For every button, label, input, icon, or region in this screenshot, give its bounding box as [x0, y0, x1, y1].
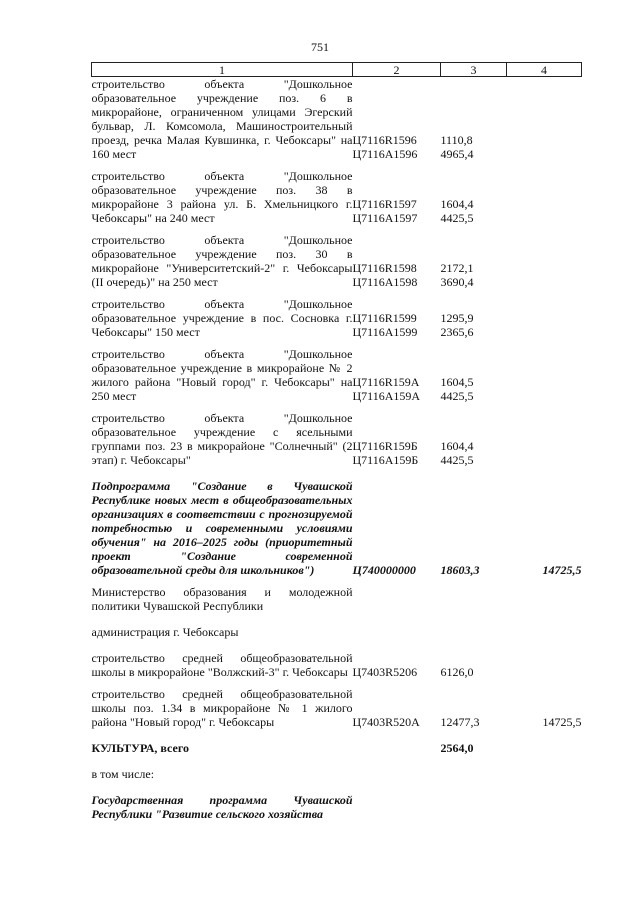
row-value-3: 6126,0	[440, 665, 474, 679]
value-a: 4425,5	[440, 453, 474, 467]
row-description: строительство объекта "Дошкольное образовательное учреждение в микрорайоне № 2 жилого района "Новый город" г. Чебоксары" на 250 мест	[91, 347, 353, 403]
table-row	[92, 233, 582, 289]
value-r: 1110,8	[440, 133, 473, 147]
row-code: Ц7403R5206	[352, 665, 418, 679]
row-codes	[353, 347, 441, 403]
header-col-1: 1	[92, 63, 353, 77]
table-row	[92, 77, 582, 162]
code-r: Ц7116R1597	[352, 197, 417, 211]
table-row	[92, 687, 582, 729]
value-a: 3690,4	[440, 275, 474, 289]
subprogram-title: Подпрограмма "Создание в Чувашской Республике новых мест в общеобразовательных организациях в соответствии с прогнозируемой потребностью и современными условиями обучения" на 2016–2025 годы (приоритетный проект "Создание современной образовательной среды для школьников")	[91, 479, 353, 577]
row-description: строительство средней общеобразовательной школы поз. 1.34 в микрорайоне № 1 жилого района "Новый город" г. Чебоксары	[91, 687, 353, 729]
code-a: Ц7116A159Б	[352, 453, 419, 467]
program-row	[92, 793, 582, 821]
row-description: строительство объекта "Дошкольное образовательное учреждение с ясельными группами поз. 23 в микрорайоне "Солнечный" (2 этап) г. Чебоксары"	[91, 411, 353, 467]
subprogram-row	[92, 479, 582, 577]
row-values	[441, 233, 507, 289]
table-header-row	[92, 63, 582, 77]
code-a: Ц7116A159A	[352, 389, 421, 403]
row-description: строительство объекта "Дошкольное образовательное учреждение поз. 30 в микрорайоне "Университетский-2" г. Чебоксары (II очередь)" на 250 мест	[91, 233, 353, 289]
code-r: Ц7116R159A	[352, 375, 420, 389]
row-codes	[353, 233, 441, 289]
row-values	[441, 297, 507, 339]
row-values	[441, 411, 507, 467]
culture-label: КУЛЬТУРА, всего	[91, 741, 190, 755]
value-r: 1604,5	[440, 375, 474, 389]
row-description: строительство средней общеобразовательной школы в микрорайоне "Волжский-3" г. Чебоксары	[91, 651, 353, 679]
row-code: Ц7403R520A	[352, 715, 420, 729]
row-value-3: 12477,3	[440, 715, 480, 729]
table-row	[92, 411, 582, 467]
value-r: 2172,1	[440, 261, 474, 275]
code-r: Ц7116R1596	[352, 133, 417, 147]
code-a: Ц7116A1597	[352, 211, 418, 225]
header-col-2: 2	[353, 63, 441, 77]
row-codes	[353, 411, 441, 467]
table-row	[92, 651, 582, 679]
ministry-name: Министерство образования и молодежной политики Чувашской Республики	[91, 585, 353, 613]
value-a: 4425,5	[440, 389, 474, 403]
table-row	[92, 297, 582, 339]
including-label: в том числе:	[91, 767, 155, 781]
code-r: Ц7116R1599	[352, 311, 417, 325]
code-a: Ц7116A1598	[352, 275, 418, 289]
header-col-3: 3	[441, 63, 507, 77]
administration-row	[92, 625, 582, 639]
subprogram-code: Ц740000000	[352, 563, 416, 577]
row-values	[441, 169, 507, 225]
value-a: 4425,5	[440, 211, 474, 225]
administration-name: администрация г. Чебоксары	[91, 625, 239, 639]
row-codes	[353, 297, 441, 339]
value-a: 2365,6	[440, 325, 474, 339]
row-description: строительство объекта "Дошкольное образовательное учреждение поз. 38 в микрорайоне 3 района ул. Б. Хмельницкого г. Чебоксары" на 240 мест	[91, 169, 353, 225]
program-title: Государственная программа Чувашской Республики "Развитие сельского хозяйства	[91, 793, 353, 821]
code-a: Ц7116A1596	[352, 147, 418, 161]
ministry-row	[92, 585, 582, 613]
row-values	[441, 77, 507, 162]
value-r: 1295,9	[440, 311, 474, 325]
header-col-4: 4	[507, 63, 582, 77]
subprogram-total-3: 18603,3	[440, 563, 480, 577]
culture-row	[92, 741, 582, 755]
budget-table	[91, 62, 582, 821]
value-a: 4965,4	[440, 147, 474, 161]
row-codes	[353, 169, 441, 225]
row-description: строительство объекта "Дошкольное образовательное учреждение в пос. Сосновка г. Чебоксары" 150 мест	[91, 297, 353, 339]
value-r: 1604,4	[440, 197, 474, 211]
row-description: строительство объекта "Дошкольное образовательное учреждение поз. 6 в микрорайоне, ограниченном улицами Эгерский бульвар, Л. Комсомола, Машиностроительный проезд, речка Малая Кувшинка, г. Чебоксары" на 160 мест	[91, 77, 353, 161]
row-value-4	[507, 651, 582, 679]
row-codes	[353, 77, 441, 162]
code-r: Ц7116R159Б	[352, 439, 418, 453]
subprogram-total-4: 14725,5	[542, 563, 582, 577]
including-row	[92, 767, 582, 781]
code-r: Ц7116R1598	[352, 261, 417, 275]
table-row	[92, 347, 582, 403]
row-values	[441, 347, 507, 403]
page-number: 751	[311, 40, 329, 54]
code-a: Ц7116A1599	[352, 325, 418, 339]
culture-total: 2564,0	[440, 741, 474, 755]
table-row	[92, 169, 582, 225]
value-r: 1604,4	[440, 439, 474, 453]
row-value-4: 14725,5	[542, 715, 582, 729]
